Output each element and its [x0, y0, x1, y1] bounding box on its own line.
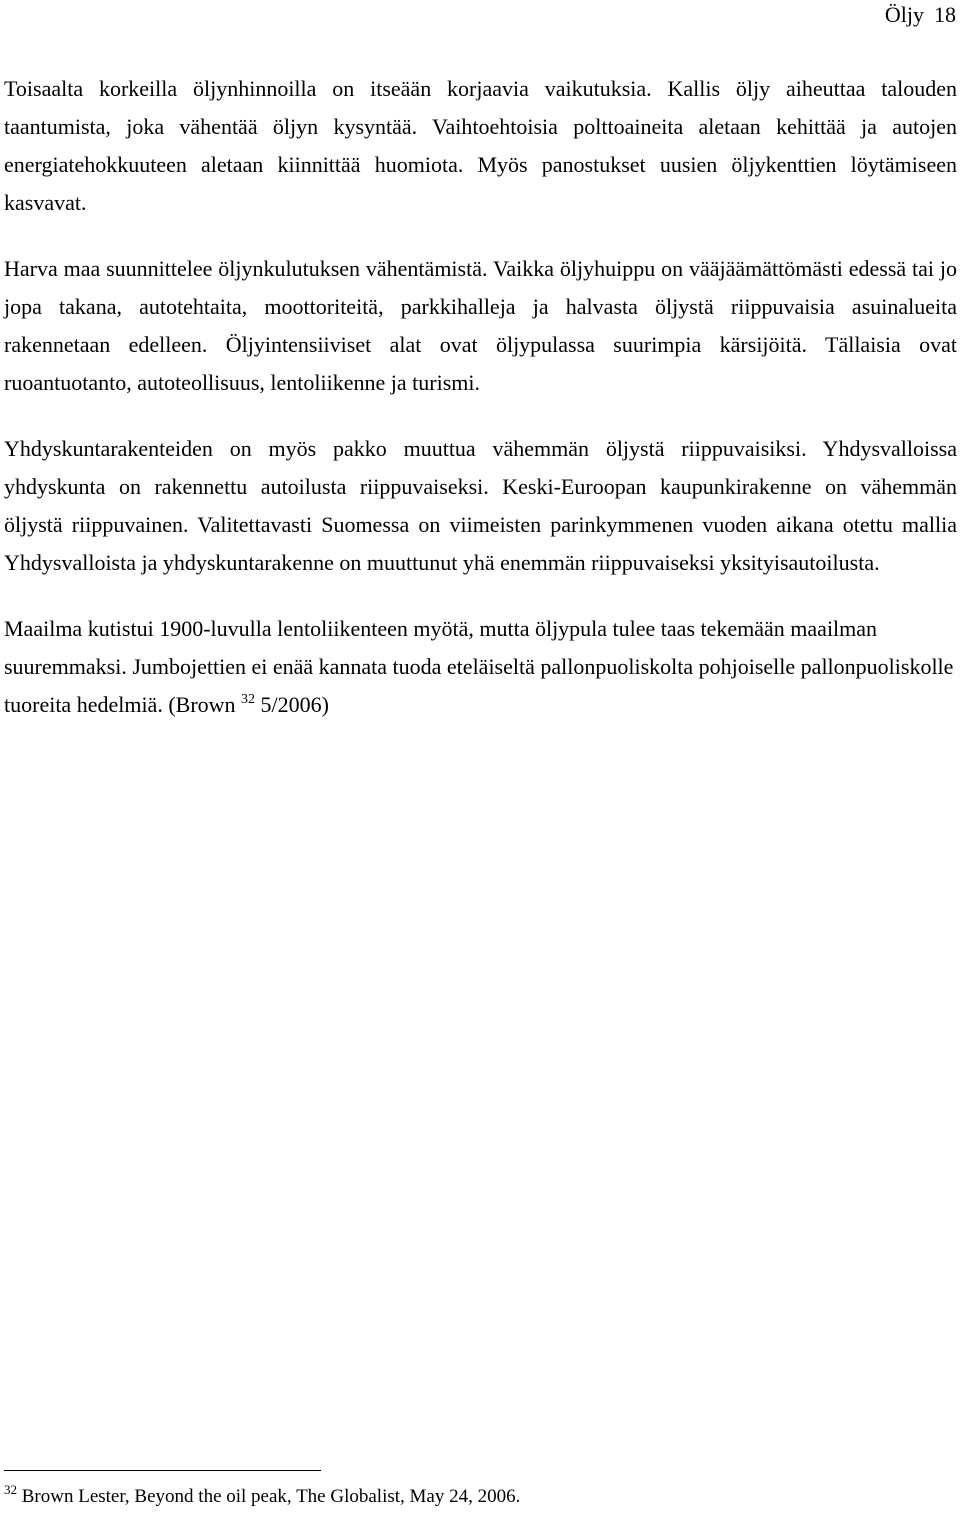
footnote-separator	[4, 1470, 321, 1471]
footnote	[4, 1484, 520, 1510]
body-text	[4, 70, 957, 752]
paragraph-4-text: Maailma kutistui 1900-luvulla lentoliikenteen myötä, mutta öljypula tulee taas tekemään maailman suuremmaksi. Jumbojettien ei enää kannata tuoda eteläiseltä pallonpuoliskolta pohjoiselle pallonpuoliskolle tuoreita hedelmiä. (Brown	[4, 616, 954, 717]
footnote-text: Brown Lester, Beyond the oil peak, The Globalist, May 24, 2006.	[21, 1486, 521, 1507]
paragraph-1: Toisaalta korkeilla öljynhinnoilla on itseään korjaavia vaikutuksia. Kallis öljy aiheuttaa talouden taantumista, joka vähentää öljyn kysyntää. Vaihtoehtoisia polttoaineita aletaan kehittää ja autojen energiatehokkuuteen aletaan kiinnittää huomiota. Myös panostukset uusien öljykenttien löytämiseen kasvavat.	[4, 76, 957, 215]
footnote-reference: 32	[241, 692, 256, 707]
paragraph-4	[4, 610, 957, 724]
paragraph-3: Yhdyskuntarakenteiden on myös pakko muuttua vähemmän öljystä riippuvaisiksi. Yhdysvalloissa yhdyskunta on rakennettu autoilusta riippuvaiseksi. Keski-Euroopan kaupunkirakenne on vähemmän öljystä riippuvainen. Valitettavasti Suomessa on viimeisten parinkymmenen vuoden aikana otettu mallia Yhdysvalloista ja yhdyskuntarakenne on muuttunut yhä enemmän riippuvaiseksi yksityisautoilusta.	[4, 436, 957, 575]
paragraph-4-citation-end: 5/2006)	[260, 692, 329, 717]
page-header	[885, 2, 956, 28]
paragraph-2: Harva maa suunnittelee öljynkulutuksen vähentämistä. Vaikka öljyhuippu on vääjäämättömästi edessä tai jo jopa takana, autotehtaita, moottoriteitä, parkkihalleja ja halvasta öljystä riippuvaisia asuinalueita rakennetaan edelleen. Öljyintensiiviset alat ovat öljypulassa suurimpia kärsijöitä. Tällaisia ovat ruoantuotanto, autoteollisuus, lentoliikenne ja turismi.	[4, 256, 957, 395]
running-title: Öljy	[884, 2, 924, 27]
footnote-number: 32	[4, 1482, 17, 1497]
page-number: 18	[934, 2, 956, 27]
